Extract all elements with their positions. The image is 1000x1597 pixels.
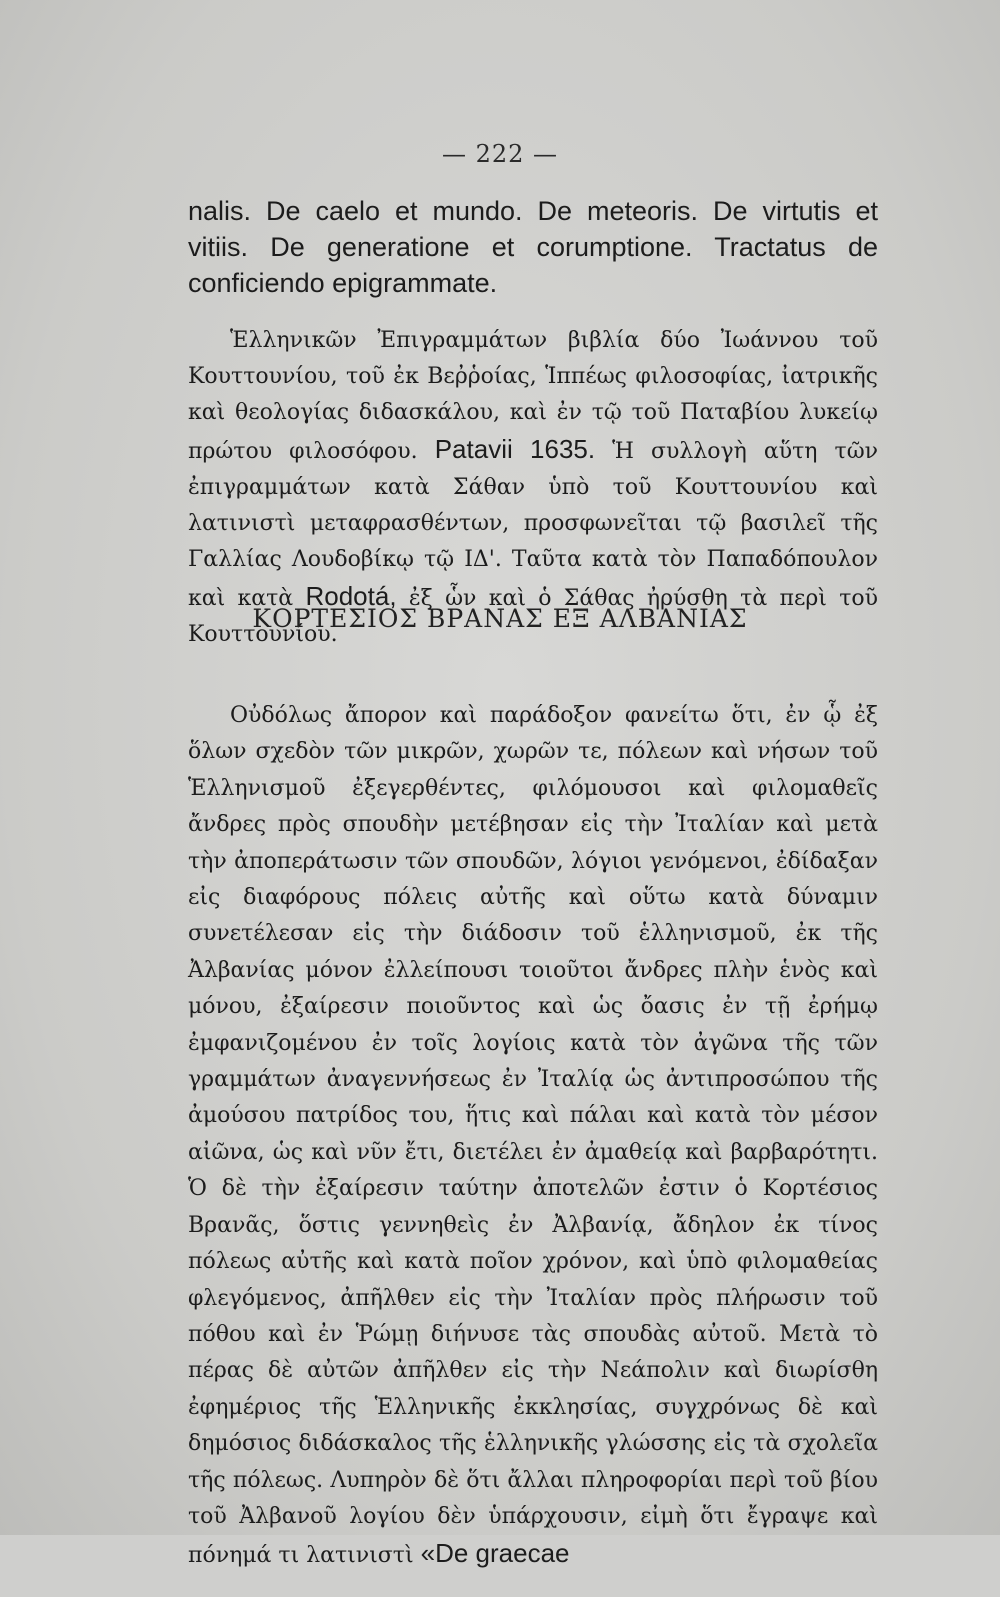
- greek-text-segment: Ἡ συλλογὴ αὕτη τῶν ἐπιγραμμάτων κατὰ Σάθαν ὑπὸ τοῦ Κουττουνίου καὶ λατινιστὶ μεταφρασθέντων, προσφωνεῖται τῷ βασιλεῖ τῆς Γαλλίας Λουδοβίκῳ τῷ ΙΔ'. Ταῦτα κατὰ τὸν Παπαδόπουλον καὶ κατὰ: [188, 439, 879, 611]
- greek-text-segment: Ἑλληνικῶν Ἐπιγραμμάτων βιβλία δύο Ἰωάννου τοῦ Κουττουνίου, τοῦ ἐκ Βεῤῥοίας, Ἱππέως φιλοσοφίας, ἰατρικῆς καὶ θεολογίας διδασκάλου, καὶ ἐν τῷ τοῦ Παταβίου λυκείῳ πρώτου φιλοσόφου.: [188, 328, 878, 464]
- greek-text-segment: Οὐδόλως ἄπορον καὶ παράδοξον φανείτω ὅτι, ἐν ᾧ ἐξ ὅλων σχεδὸν τῶν μικρῶν, χωρῶν τε, πόλεων καὶ νήσων τοῦ Ἑλληνισμοῦ ἐξεγερθέντες, φιλόμουσοι καὶ φιλομαθεῖς ἄνδρες πρὸς σπουδὴν μετέβησαν εἰς τὴν Ἰταλίαν καὶ μετὰ τὴν ἀποπεράτωσιν τῶν σπουδῶν, λόγιοι γενόμενοι, ἐδίδαξαν εἰς διαφόρους πόλεις αὐτῆς καὶ οὕτω κατὰ δύναμιν συνετέλεσαν εἰς τὴν διάδοσιν τοῦ ἑλληνισμοῦ, ἐκ τῆς Ἀλβανίας μόνον ἐλλείπουσι τοιοῦτοι ἄνδρες πλὴν ἑνὸς καὶ μόνου, ἐξαίρεσιν ποιοῦντος καὶ ὡς ὄασις ἐν τῇ ἐρήμῳ ἐμφανιζομένου ἐν τοῖς λογίοις κατὰ τὸν ἀγῶνα τῆς τῶν γραμμάτων ἀναγεννήσεως ἐν Ἰταλίᾳ ὡς ἀντιπροσώπου τῆς ἀμούσου πατρίδος του, ἥτις καὶ πάλαι καὶ κατὰ τὸν μέσον αἰῶνα, ὡς καὶ νῦν ἔτι, διετέλει ἐν ἀμαθείᾳ καὶ βαρβαρότητι. Ὁ δὲ τὴν ἐξαίρεσιν ταύτην ἀποτελῶν ἐστιν ὁ Κορτέσιος Βρανᾶς, ὅστις γεννηθεὶς ἐν Ἀλβανίᾳ, ἄδηλον ἐκ τίνος πόλεως αὐτῆς καὶ κατὰ ποῖον χρόνον, καὶ ὑπὸ φιλομαθείας φλεγόμενος, ἀπῆλθεν εἰς τὴν Ἰταλίαν πρὸς πλήρωσιν τοῦ πόθου καὶ ἐν Ῥώμῃ διήνυσε τὰς σπουδὰς αὐτοῦ. Μετὰ τὸ πέρας δὲ αὐτῶν ἀπῆλθεν εἰς τὴν Νεάπολιν καὶ διωρίσθη ἐφημέριος τῆς Ἑλληνικῆς ἐκκλησίας, συγχρόνως δὲ καὶ δημόσιος διδάσκαλος τῆς ἑλληνικῆς γλώσσης εἰς τὰ σχολεῖα τῆς πόλεως. Λυπηρὸν δὲ ὅτι ἄλλαι πληροφορίαι περὶ τοῦ βίου τοῦ Ἀλβανοῦ λογίου δὲν ὑπάρχουσιν, εἰμὴ ὅτι ἔγραψε καὶ πόνημά τι λατινιστὶ: [188, 703, 878, 1569]
- latin-author-name: Rodotá,: [305, 581, 397, 611]
- latin-place-name: Patavii 1635.: [434, 434, 596, 464]
- greek-text-segment: ἐξ ὧν καὶ ὁ Σάθας ἠρύσθη τὰ περὶ τοῦ Κουττουνίου.: [188, 586, 878, 647]
- latin-paragraph: [188, 193, 878, 301]
- latin-title-start: «De graecae: [420, 1538, 570, 1569]
- page-number: — 222 —: [441, 140, 559, 168]
- section-heading: ΚΟΡΤΕΣΙΟΣ ΒΡΑΝΑΣ ΕΞ ΑΛΒΑΝΙΑΣ: [252, 604, 748, 633]
- greek-paragraph-main-text: [188, 698, 878, 1575]
- latin-paragraph-text: nalis. De caelo et mundo. De meteoris. De virtutis et vitiis. De generatione et corumptione. Tractatus de conficiendo epigrammate.: [188, 196, 878, 298]
- greek-paragraph-main: [188, 676, 878, 1597]
